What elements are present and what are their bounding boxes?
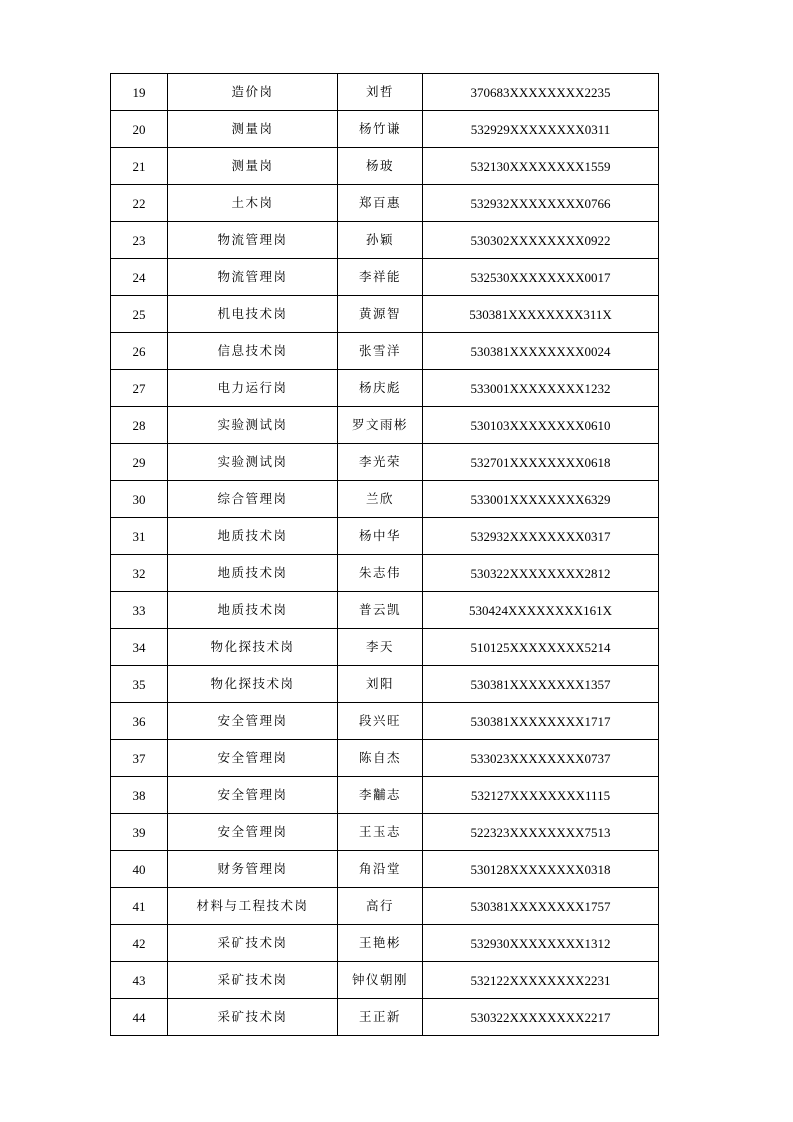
id-number-cell: 533001XXXXXXXX6329 [423,481,659,518]
row-number-cell: 28 [111,407,168,444]
id-number-cell: 530128XXXXXXXX0318 [423,851,659,888]
table-row [111,74,659,111]
table-row [111,555,659,592]
post-cell: 安全管理岗 [168,740,338,777]
name-cell: 杨中华 [338,518,423,555]
post-cell: 物流管理岗 [168,222,338,259]
name-cell: 张雪洋 [338,333,423,370]
name-cell: 王正新 [338,999,423,1036]
id-number-cell: 532929XXXXXXXX0311 [423,111,659,148]
table-row [111,259,659,296]
id-number-cell: 530381XXXXXXXX1717 [423,703,659,740]
id-number-cell: 530103XXXXXXXX0610 [423,407,659,444]
post-cell: 物流管理岗 [168,259,338,296]
post-cell: 地质技术岗 [168,555,338,592]
table-row [111,777,659,814]
post-cell: 材料与工程技术岗 [168,888,338,925]
name-cell: 杨玻 [338,148,423,185]
id-number-cell: 530322XXXXXXXX2812 [423,555,659,592]
name-cell: 角沿堂 [338,851,423,888]
row-number-cell: 38 [111,777,168,814]
post-cell: 安全管理岗 [168,814,338,851]
post-cell: 物化探技术岗 [168,629,338,666]
post-cell: 采矿技术岗 [168,962,338,999]
table-row [111,814,659,851]
id-number-cell: 532701XXXXXXXX0618 [423,444,659,481]
name-cell: 李光荣 [338,444,423,481]
post-cell: 电力运行岗 [168,370,338,407]
row-number-cell: 27 [111,370,168,407]
post-cell: 造价岗 [168,74,338,111]
row-number-cell: 20 [111,111,168,148]
table-row [111,444,659,481]
table-row [111,592,659,629]
name-cell: 刘哲 [338,74,423,111]
name-cell: 黄源智 [338,296,423,333]
table-row [111,481,659,518]
name-cell: 郑百惠 [338,185,423,222]
row-number-cell: 23 [111,222,168,259]
post-cell: 土木岗 [168,185,338,222]
name-cell: 孙颖 [338,222,423,259]
post-cell: 财务管理岗 [168,851,338,888]
row-number-cell: 25 [111,296,168,333]
id-number-cell: 530381XXXXXXXX0024 [423,333,659,370]
row-number-cell: 19 [111,74,168,111]
table-row [111,296,659,333]
table-row [111,888,659,925]
row-number-cell: 24 [111,259,168,296]
post-cell: 机电技术岗 [168,296,338,333]
name-cell: 高行 [338,888,423,925]
table-row [111,629,659,666]
name-cell: 朱志伟 [338,555,423,592]
row-number-cell: 21 [111,148,168,185]
post-cell: 综合管理岗 [168,481,338,518]
table-row [111,407,659,444]
name-cell: 刘阳 [338,666,423,703]
row-number-cell: 36 [111,703,168,740]
row-number-cell: 42 [111,925,168,962]
table-row [111,999,659,1036]
row-number-cell: 22 [111,185,168,222]
table-row [111,148,659,185]
id-number-cell: 530302XXXXXXXX0922 [423,222,659,259]
id-number-cell: 532930XXXXXXXX1312 [423,925,659,962]
post-cell: 实验测试岗 [168,444,338,481]
name-cell: 钟仪朝刚 [338,962,423,999]
row-number-cell: 29 [111,444,168,481]
row-number-cell: 32 [111,555,168,592]
name-cell: 杨竹谦 [338,111,423,148]
post-cell: 测量岗 [168,148,338,185]
name-cell: 王玉志 [338,814,423,851]
name-cell: 兰欣 [338,481,423,518]
post-cell: 安全管理岗 [168,777,338,814]
row-number-cell: 40 [111,851,168,888]
id-number-cell: 532932XXXXXXXX0766 [423,185,659,222]
row-number-cell: 31 [111,518,168,555]
table-row [111,370,659,407]
name-cell: 李祥能 [338,259,423,296]
post-cell: 信息技术岗 [168,333,338,370]
row-number-cell: 34 [111,629,168,666]
id-number-cell: 530381XXXXXXXX311X [423,296,659,333]
table-row [111,518,659,555]
table-row [111,185,659,222]
row-number-cell: 41 [111,888,168,925]
id-number-cell: 532530XXXXXXXX0017 [423,259,659,296]
id-number-cell: 532127XXXXXXXX1115 [423,777,659,814]
id-number-cell: 530381XXXXXXXX1357 [423,666,659,703]
post-cell: 地质技术岗 [168,518,338,555]
name-cell: 李天 [338,629,423,666]
table-row [111,962,659,999]
candidate-table [110,73,659,1036]
name-cell: 段兴旺 [338,703,423,740]
row-number-cell: 37 [111,740,168,777]
id-number-cell: 522323XXXXXXXX7513 [423,814,659,851]
row-number-cell: 44 [111,999,168,1036]
post-cell: 采矿技术岗 [168,999,338,1036]
row-number-cell: 30 [111,481,168,518]
post-cell: 测量岗 [168,111,338,148]
id-number-cell: 532130XXXXXXXX1559 [423,148,659,185]
name-cell: 罗文雨彬 [338,407,423,444]
candidate-list-sheet [110,73,658,1036]
post-cell: 物化探技术岗 [168,666,338,703]
id-number-cell: 533023XXXXXXXX0737 [423,740,659,777]
row-number-cell: 33 [111,592,168,629]
row-number-cell: 43 [111,962,168,999]
row-number-cell: 39 [111,814,168,851]
id-number-cell: 530424XXXXXXXX161X [423,592,659,629]
table-row [111,666,659,703]
row-number-cell: 35 [111,666,168,703]
id-number-cell: 530381XXXXXXXX1757 [423,888,659,925]
table-row [111,111,659,148]
post-cell: 实验测试岗 [168,407,338,444]
table-row [111,740,659,777]
candidate-table-body [111,74,659,1036]
post-cell: 采矿技术岗 [168,925,338,962]
name-cell: 陈自杰 [338,740,423,777]
name-cell: 普云凯 [338,592,423,629]
row-number-cell: 26 [111,333,168,370]
name-cell: 李黼志 [338,777,423,814]
name-cell: 杨庆彪 [338,370,423,407]
id-number-cell: 533001XXXXXXXX1232 [423,370,659,407]
table-row [111,222,659,259]
id-number-cell: 510125XXXXXXXX5214 [423,629,659,666]
id-number-cell: 532122XXXXXXXX2231 [423,962,659,999]
name-cell: 王艳彬 [338,925,423,962]
table-row [111,851,659,888]
post-cell: 地质技术岗 [168,592,338,629]
table-row [111,703,659,740]
table-row [111,333,659,370]
table-row [111,925,659,962]
id-number-cell: 530322XXXXXXXX2217 [423,999,659,1036]
post-cell: 安全管理岗 [168,703,338,740]
id-number-cell: 532932XXXXXXXX0317 [423,518,659,555]
id-number-cell: 370683XXXXXXXX2235 [423,74,659,111]
